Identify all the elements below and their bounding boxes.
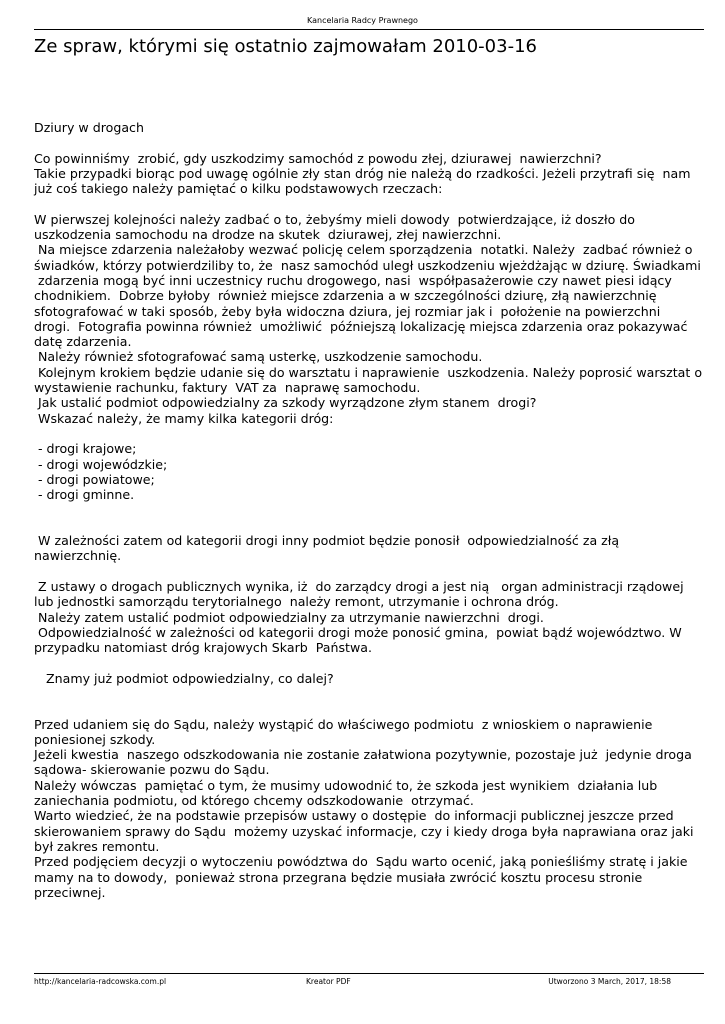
page-header: Kancelaria Radcy Prawnego — [307, 16, 418, 25]
text-line: Warto wiedzieć, że na podstawie przepisów ustawy o dostępie do informacji publicznej jeszcze przed — [34, 808, 674, 824]
section-heading: Dziury w drogach — [34, 120, 144, 135]
list-item: - drogi gminne. — [34, 487, 135, 503]
paragraph-gap — [34, 426, 694, 441]
text-line: W pierwszej kolejności należy zadbać o to, żebyśmy mieli dowody potwierdzające, iż doszło do — [34, 211, 635, 227]
text-line: sfotografować w taki sposób, żeby była widoczna dziura, jej rozmiar jak i położenie na powierzchni — [34, 303, 661, 319]
paragraph-gap — [34, 655, 694, 670]
header-divider — [34, 29, 704, 30]
page-footer — [34, 977, 671, 987]
text-line: był zakres remontu. — [34, 838, 160, 854]
paragraph-court-procedure — [34, 717, 694, 901]
text-line: Należy również sfotografować samą usterkę, uszkodzenie samochodu. — [34, 349, 483, 365]
text-line: Odpowiedzialność w zależności od kategorii drogi może ponosić gmina, powiat bądź województwo. W — [34, 624, 682, 640]
paragraph-gap — [34, 701, 694, 716]
text-line: Na miejsce zdarzenia należałoby wezwać policję celem sporządzenia notatki. Należy zadbać również o — [34, 242, 693, 258]
text-line: Jeżeli kwestia naszego odszkodowania nie zostanie załatwiona pozytywnie, pozostaje już jedynie droga — [34, 747, 692, 763]
footer-divider — [34, 973, 704, 974]
text-line: lub jednostki samorządu terytorialnego należy remont, utrzymanie i ochrona dróg. — [34, 594, 559, 610]
text-line: Przed udaniem się do Sądu, należy wystąpić do właściwego podmiotu z wnioskiem o naprawienie — [34, 716, 653, 732]
text-line: Należy zatem ustalić podmiot odpowiedzialny za utrzymanie nawierzchni drogi. — [34, 609, 544, 625]
text-line: sądowa- skierowanie pozwu do Sądu. — [34, 762, 270, 778]
road-category-list — [34, 441, 694, 502]
paragraph-gap — [34, 502, 694, 517]
text-line: skierowaniem sprawy do Sądu możemy uzyskać informacje, czy i kiedy droga była naprawiana oraz jaki — [34, 823, 694, 839]
text-line: już coś takiego należy pamiętać o kilku podstawowych rzeczach: — [34, 181, 443, 197]
text-line: Przed podjęciem decyzji o wytoczeniu powództwa do Sądu warto ocenić, jaką ponieśliśmy stratę i jakie — [34, 854, 688, 870]
text-line: Należy wówczas pamiętać o tym, że musimy udowodnić to, że szkoda jest wynikiem działania lub — [34, 777, 658, 793]
text-line: Wskazać należy, że mamy kilka kategorii dróg: — [34, 410, 334, 426]
text-line: zaniechania podmiotu, od którego chcemy odszkodowanie otrzymać. — [34, 793, 474, 809]
paragraph-public-roads-act — [34, 579, 694, 655]
list-item: - drogi krajowe; — [34, 441, 137, 457]
list-item: - drogi powiatowe; — [34, 471, 155, 487]
text-line: Z ustawy o drogach publicznych wynika, iż do zarządcy drogi a jest nią organ administracji rządowej — [34, 578, 684, 594]
text-line: Co powinniśmy zrobić, gdy uszkodzimy samochód z powodu złej, dziurawej nawierzchni? — [34, 150, 602, 166]
paragraph-gap — [34, 135, 694, 150]
paragraph-gap — [34, 518, 694, 533]
text-line: zdarzenia mogą być inni uczestnicy ruchu drogowego, nasi współpasażerowie czy nawet piesi idący — [34, 272, 672, 288]
text-line: W zależności zatem od kategorii drogi inny podmiot będzie ponosił odpowiedzialność za złą — [34, 533, 620, 549]
text-line: poniesionej szkody. — [34, 731, 156, 747]
text-line: nawierzchnię. — [34, 548, 122, 564]
text-line: mamy na to dowody, ponieważ strona przegrana będzie musiała zwrócić kosztu procesu stronie — [34, 869, 643, 885]
paragraph-gap — [34, 196, 694, 211]
paragraph-responsibility — [34, 533, 694, 564]
text-line: drogi. Fotografia powinna również umożliwić późniejszą lokalizację miejsca zdarzenia oraz pokazywać — [34, 318, 688, 334]
text-line: chodnikiem. Dobrze byłoby również miejsce zdarzenia a w szczególności dziurę, złą nawierzchnię — [34, 288, 657, 304]
paragraph-gap — [34, 686, 694, 701]
text-line: przeciwnej. — [34, 884, 106, 900]
paragraph-intro — [34, 151, 694, 197]
text-line: datę zdarzenia. — [34, 334, 132, 350]
text-line: Jak ustalić podmiot odpowiedzialny za szkody wyrządzone złym stanem drogi? — [34, 395, 537, 411]
text-line: przypadku natomiast dróg krajowych Skarb Państwa. — [34, 640, 373, 656]
text-line: uszkodzenia samochodu na drodze na skutek dziurawej, złej nawierzchni. — [34, 227, 502, 243]
text-line: Kolejnym krokiem będzie udanie się do warsztatu i naprawienie uszkodzenia. Należy poprosić warsztat o — [34, 364, 703, 380]
text-line: świadków, którzy potwierdziliby to, że nasz samochód uległ uszkodzeniu wjeżdżając w dziurę. Świadkami — [34, 257, 701, 273]
footer-url-link[interactable]: http://kancelaria-radcowska.com.pl — [34, 977, 167, 986]
footer-generator: Kreator PDF — [306, 977, 351, 986]
document-body — [34, 120, 703, 900]
paragraph-evidence — [34, 211, 703, 426]
list-item: - drogi wojewódzkie; — [34, 456, 168, 472]
footer-created-date: Utworzono 3 March, 2017, 18:58 — [548, 977, 671, 986]
text-line: wystawienie rachunku, faktury VAT za naprawę samochodu. — [34, 380, 421, 396]
text-line: Takie przypadki biorąc pod uwagę ogólnie zły stan dróg nie należą do rzadkości. Jeżeli przytrafi się nam — [34, 165, 691, 181]
paragraph-gap — [34, 564, 694, 579]
subheading-question: Znamy już podmiot odpowiedzialny, co dalej? — [34, 670, 334, 686]
document-title: Ze spraw, którymi się ostatnio zajmowałam 2010-03-16 — [34, 36, 537, 57]
